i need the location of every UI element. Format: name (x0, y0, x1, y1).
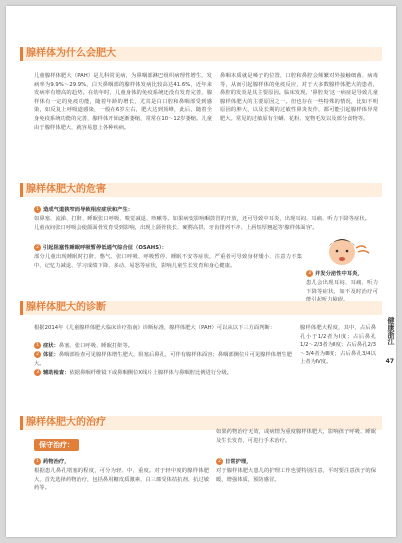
diagnosis-item-1-text: 鼻塞、张口呼吸、睡眠打鼾等。 (58, 343, 134, 349)
harm-item-2-text: 部分儿童出现睡眠时打鼾、憋气、张口呼吸、呼吸暂停、睡眠不安等症状，严重者可导致身材矮小、注意力不集中、记忆力减退、学习成绩下降、多动、易怒等症状，影响儿童生长发育和身心健康。 (34, 254, 302, 269)
diagnosis-item-1-number: 1 (34, 342, 41, 349)
diagnosis-item-2-title: 体征： (43, 352, 59, 358)
diagnosis-right-text: 腺样体肥大程度，其中，占后鼻孔小于1/2者为Ⅰ度；占后鼻孔1/2～2/3者为Ⅱ度；占后鼻孔2/3～3/4者为Ⅲ度；占后鼻孔3/4以上者为Ⅳ度。 (300, 325, 376, 366)
section-title-harm: 腺样体肥大的危害 (26, 184, 106, 195)
harm-item-3-title: 并发分泌性中耳炎， (315, 271, 363, 277)
harm-item-2-head (34, 244, 304, 253)
treatment-item-1-text: 根据患儿鼻孔堵塞的程度，可分为轻、中、重度。对于轻中度的腺样体肥大，首先选择药物治疗，包括鼻用糖皮质激素、白三烯受体拮抗剂、抗过敏药等。 (34, 468, 209, 492)
section-title-treatment: 腺样体肥大的治疗 (26, 417, 106, 428)
page-number: 47 (385, 358, 394, 365)
treatment-item-2-text: 对于腺样体肥大患儿的护理工作也要特别注意，平时要注意孩子的保暖，增强体质，预防感冒。 (216, 468, 376, 483)
diagnosis-item-3-text: 依据鼻咽纤维镜下或鼻咽侧位X线片上腺样体与鼻咽腔比例进行分级。 (69, 370, 233, 376)
diagnosis-item-2 (34, 351, 294, 368)
section1-left-text: 儿童腺样体肥大（PAH）是儿科常见病，为鼻咽部淋巴组织病理性增生，发病率为9.9%～29.9%，白天鼻咽部的腺样体发病比较高达41.6%，近年来发病率有增高的趋势。在幼年时，儿童身体的免疫系统还没有发育完善，腺样体有一定的免疫功能，随着年龄的增长，尤其是白口腔和鼻咽部受到感染，如反复上呼吸道感染，一般在6岁左右，肥大达到顶峰，此后，随着全身免疫系统功能的完善，腺样体开始逐渐萎缩，常常在10～12岁萎缩。儿童由于腺样体肥大，就容易患上各种疾病。 (34, 73, 212, 131)
harm-item-2-number: 2 (34, 244, 41, 251)
treatment-right-text: 如果药物治疗无效，或病情为重度腺样体肥大，影响孩子呼吸、睡眠及生长发育，可进行手术治疗。 (216, 429, 376, 444)
section-title-diagnosis: 腺样体肥大的诊断 (26, 302, 106, 313)
harm-item-1-head (34, 206, 374, 215)
treatment-item-1 (34, 458, 209, 467)
diagnosis-intro: 根据2014年《儿童腺样体肥大临床诊疗指南》诊断标准，腺样体肥大（PAH）可以从以下三方面判断： (34, 325, 276, 331)
harm-item-3-head (306, 270, 380, 279)
harm-item-1-title: 造成气道狭窄而导致相应症状和产生： (43, 207, 134, 213)
magazine-page (6, 6, 396, 537)
diagnosis-item-2-text: 鼻咽部检查可见腺样体增生肥大，阻塞后鼻孔，可伴有腺样体面容；鼻咽部侧位片可见腺样体增生肥大。 (34, 352, 292, 367)
treatment-item-1-title: 药物治疗， (43, 459, 70, 465)
diagnosis-item-1 (34, 342, 294, 351)
child-face-icon (306, 232, 378, 266)
diagnosis-item-2-number: 2 (34, 351, 41, 358)
diagnosis-item-1-title: 症状： (43, 343, 59, 349)
harm-item-3-text: 患儿会出现耳闷、耳痛、听力下降等症状，如不及时治疗可 (306, 280, 378, 295)
treatment-item-2-number: 2 (216, 458, 223, 465)
diagnosis-item-3 (34, 369, 294, 386)
section1-right-text: 鼻咽本质就是嗓子的位置，口腔和鼻腔会频繁对外接触细菌、病毒等，从而引起腺样体的免疫反应，对于大多数腺样体肥大的患者，鼻腔的发炎是其主要原因。临床发现，'鼻腔炎'这一病症是导致儿童腺样体肥大的主要原因之一。但也存在一些特殊的情况，比如不明原因的肿大，以及长期的过敏性鼻炎发作，都可能引起腺样体异常肥大。常见的过敏原有尘螨、花粉、宠物毛发以及部分食物等。 (220, 73, 378, 122)
conservative-treatment-pill: 保守治疗： (34, 439, 79, 451)
harm-item-1-text: 如鼻塞、流涕、打鼾、睡眠张口呼吸、嗅觉减退、咳嗽等。如果病变影响咽鼓管的开放，还可导致中耳炎，出现耳闷、耳痛、听力下降等症状。儿童夜间张口呼吸会使颌面骨发育受到影响，出现上颌骨狭长、硬腭高拱、牙齿排列不齐、上唇短厚翘起等'腺样体面容'。 (34, 216, 370, 231)
harm-item-3-number: 3 (306, 270, 313, 277)
treatment-item-2 (216, 458, 376, 467)
magazine-side-label: 健康浙江 (387, 317, 395, 345)
treatment-item-1-number: 1 (34, 458, 41, 465)
harm-item-1-number: 1 (34, 206, 41, 213)
diagnosis-item-3-number: 3 (34, 369, 41, 376)
section-title-why-enlarged: 腺样体为什么会肥大 (26, 48, 116, 59)
child-illustration (306, 232, 378, 266)
harm-item-2-title: 引起阻塞性睡眠呼吸暂停低通气综合征（OSAHS）： (43, 245, 167, 251)
treatment-item-2-title: 日常护理， (225, 459, 252, 465)
diagnosis-item-3-title: 辅助检查： (43, 370, 70, 376)
